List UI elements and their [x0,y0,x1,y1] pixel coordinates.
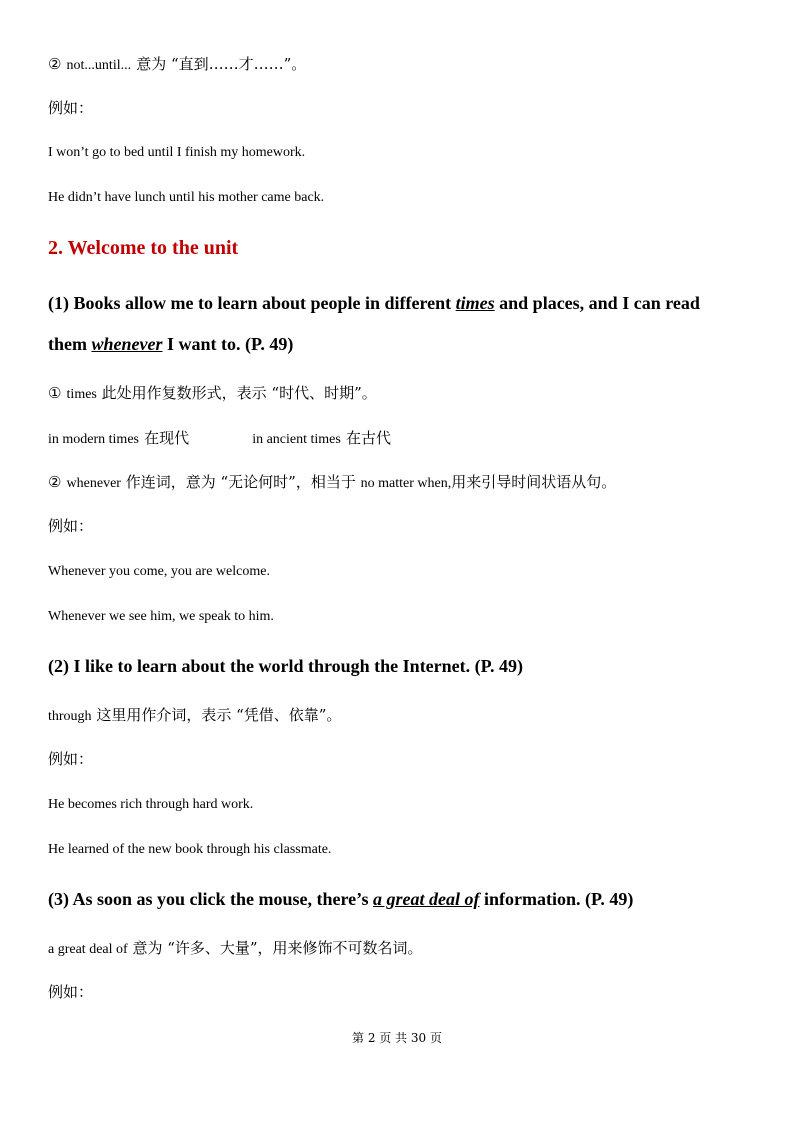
question-1-line-1: (1) Books allow me to learn about people in different times and places, and I can read [48,293,700,313]
page-footer: 第 2 页 共 30 页 [351,1031,443,1045]
circled-number: ② [48,473,62,491]
explanation: 意为 “直到……才……”。 [136,55,307,73]
phrase-pair: in modern times 在现代 in ancient times 在古代 [48,429,391,447]
keyword-whenever: whenever [91,334,163,354]
circled-number: ① [48,384,62,402]
note-times: ① times 此处用作复数形式，表示 “时代、时期”。 [48,384,377,402]
question-1-line-2: them whenever I want to. (P. 49) [48,334,294,354]
example-label: 例如： [48,99,94,117]
example-label: 例如： [48,517,94,535]
question-2: (2) I like to learn about the world through the Internet. (P. 49) [48,656,523,676]
page-number: 2 [367,1031,376,1045]
page-total: 30 [410,1031,427,1045]
example-sentence: He didn’t have lunch until his mother came back. [48,190,325,205]
circled-number: ② [48,55,62,73]
note-whenever: ② whenever 作连词，意为 “无论何时”，相当于 no matter when,用来引导时间状语从句。 [48,473,617,491]
example-sentence: He learned of the new book through his classmate. [48,842,332,857]
keyword-times: times [455,293,495,313]
section-heading: 2. Welcome to the unit [48,237,239,259]
phrase: not...until... [66,58,132,73]
note-through: through 这里用作介词，表示 “凭借、依靠”。 [48,706,342,724]
note-a-great-deal-of: a great deal of 意为 “许多、大量”，用来修饰不可数名词。 [48,939,423,957]
example-label: 例如： [48,983,94,1001]
question-3: (3) As soon as you click the mouse, there’s a great deal of information. (P. 49) [48,889,634,909]
example-label: 例如： [48,750,94,768]
example-sentence: He becomes rich through hard work. [48,797,254,812]
note-not-until [48,56,306,73]
example-sentence: Whenever you come, you are welcome. [48,564,270,579]
example-sentence: I won’t go to bed until I finish my homework. [48,145,306,160]
keyword-a-great-deal-of: a great deal of [373,889,480,909]
example-sentence: Whenever we see him, we speak to him. [48,609,274,624]
